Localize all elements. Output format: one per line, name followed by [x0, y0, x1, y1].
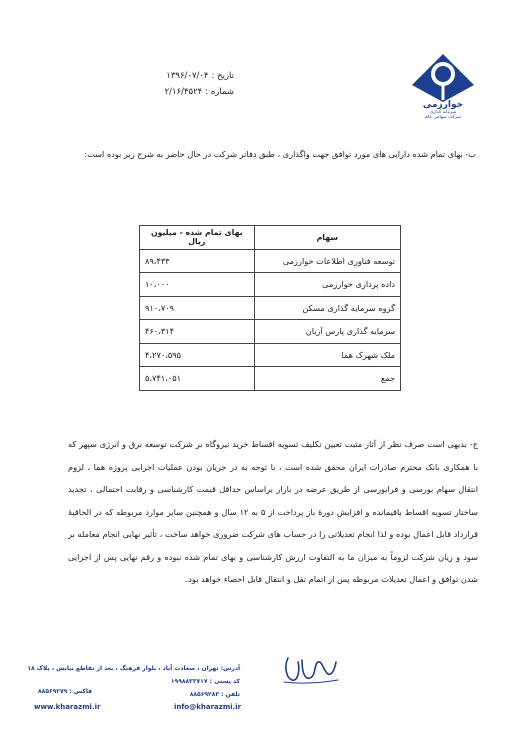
letter-meta — [74, 68, 234, 100]
footer-fax: فاکس : ۸۸۵۶۹۲۷۹ — [38, 688, 93, 695]
signature — [280, 652, 340, 686]
footer-email[interactable]: info@kharazmi.ir — [174, 703, 242, 711]
section-c-paragraph: ج- بدیهی است صرف نظر از آثار مثبت تعیین تکلیف تسویه اقساط خرید نیروگاه بر شرکت توسعه برق و انرژی سپهر که با همکاری بانک محترم صادرات ایران محقق شده است ، با توجه به در جریان بودن عملیات اجرایی پروژه هما ، لزوم انتقال سهام بورسی و فرابورسی از طریق عرضه در بازار براساس حداقل قیمت کارشناسی و رقابت احتمالی ، تجدید ساختار تسویه اقساط باقیمانده و افزایش دورۀ باز پرداخت از ۵ به ۱۲ سال و همچنین سایر موارد مربوطه که در الحاقیۀ قرارداد قابل اعمال بوده و لذا انجام تعدیلاتی را در حساب های شرکت ضروری خواهد ساخت ، تأثیر نهایی انجام معامله بر سود و زیان شرکت لزوماً به میزان ما به التفاوت ارزش کارشناسی و بهای تمام شده نبوده و رقم نهایی پس از اجرایی شدن توافق و اعمال تعدیلات مربوطه پس از اتمام نقل و انتقال قابل احصاء خواهد بود. — [68, 439, 479, 584]
number-row — [74, 84, 234, 100]
row-name: سرمایه گذاری پارس آریان — [254, 320, 400, 344]
footer-phone: تلفن : ۸۸۵۶۹۲۸۳ — [189, 691, 240, 698]
header-shares: سهام — [254, 226, 400, 250]
logo-subtitle: سرمایه گذاری — [429, 110, 457, 115]
row-value: ۴،۲۷۰،۵۹۵ — [140, 343, 255, 367]
number-label: شماره : — [205, 87, 234, 97]
total-label: جمع — [254, 367, 400, 391]
table-header-row — [140, 226, 401, 250]
footer-postal-code: کد پستی : ۱۹۹۸۸۳۳۷۱۷ — [170, 678, 240, 685]
table-row — [140, 320, 401, 344]
row-value: ۱۰،۰۰۰ — [140, 273, 255, 297]
assets-table — [139, 225, 401, 391]
row-name: توسعه فناوری اطلاعات خوارزمی — [254, 249, 400, 273]
row-value: ۸۹،۴۳۳ — [140, 249, 255, 273]
row-name: گروه سرمایه گذاری مسکن — [254, 296, 400, 320]
table-row — [140, 273, 401, 297]
row-value: ۴۶۰،۳۱۴ — [140, 320, 255, 344]
logo-name: خوارزمی — [422, 100, 464, 110]
table-row — [140, 296, 401, 320]
footer-address: آدرس: تهران ، سعادت آباد ، بلوار فرهنگ ، بعد از تقاطع نیایش ، پلاک ۱۸ — [27, 665, 240, 672]
section-b-paragraph: ب- بهای تمام شده دارایی های مورد توافق جهت واگذاری ، طبق دفاتر شرکت در حال حاضر به شرح زیر بوده است: — [84, 149, 476, 159]
number-value: ۲/۱۶/۴۵۲۴ — [164, 87, 203, 97]
header-cost: بهای تمام شده - میلیون ریال — [140, 226, 255, 250]
date-row — [74, 68, 234, 84]
footer-website[interactable]: www.kharazmi.ir — [34, 703, 101, 711]
row-name: داده پردازی خوارزمی — [254, 273, 400, 297]
row-value: ۹۱۰،۷۰۹ — [140, 296, 255, 320]
row-name: ملک شهرک هما — [254, 343, 400, 367]
date-value: ۱۳۹۶/۰۷/۰۴ — [166, 71, 209, 81]
logo-icon — [408, 52, 478, 104]
table-row — [140, 343, 401, 367]
logo-subtitle-2: شرکت سهامی عام — [425, 115, 461, 121]
footer-address-block — [27, 662, 240, 701]
table-total-row — [140, 367, 401, 391]
logo-text-block — [408, 100, 478, 121]
date-label: تاریخ : — [211, 71, 234, 81]
table-row — [140, 249, 401, 273]
total-value: ۵،۷۴۱،۰۵۱ — [140, 367, 255, 391]
signature-icon — [280, 652, 340, 686]
